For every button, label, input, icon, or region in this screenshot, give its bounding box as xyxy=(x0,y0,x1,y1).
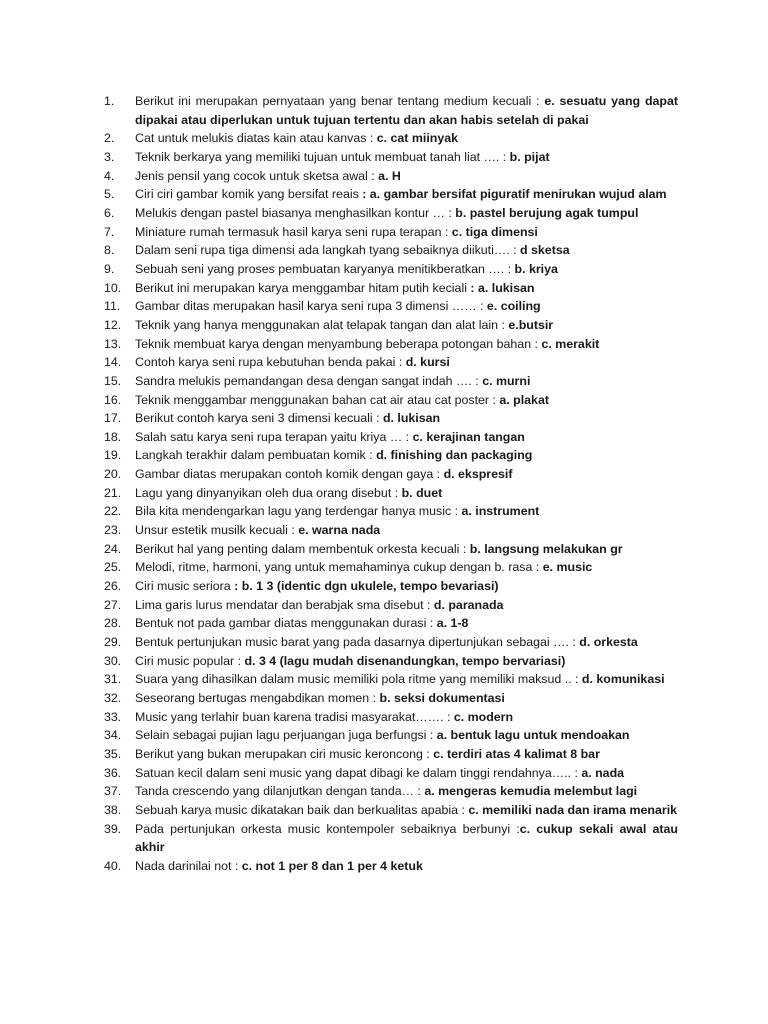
item-number: 15. xyxy=(104,373,122,388)
answer-text: e. music xyxy=(542,560,593,575)
question-text: Music yang terlahir buan karena tradisi masyarakat……. : xyxy=(135,709,454,724)
item-number: 21. xyxy=(104,485,122,500)
item-body xyxy=(135,129,678,148)
question-text: Suara yang dihasilkan dalam music memiliki pola ritme yang memiliki maksud .. : xyxy=(135,672,582,687)
item-number: 28. xyxy=(104,616,122,631)
item-body xyxy=(135,558,678,577)
item-body xyxy=(135,223,678,242)
question-text: Satuan kecil dalam seni music yang dapat dibagi ke dalam tinggi rendahnya….. : xyxy=(135,765,582,780)
question-text: Langkah terakhir dalam pembuatan komik : xyxy=(135,448,377,463)
item-number: 22. xyxy=(104,504,122,519)
item-body xyxy=(135,92,678,129)
question-text: Teknik berkarya yang memiliki tujuan untuk membuat tanah liat …. : xyxy=(135,149,510,164)
item-body xyxy=(135,521,678,540)
item-body xyxy=(135,391,678,410)
list-item xyxy=(104,652,678,671)
question-text: Berikut ini merupakan pernyataan yang benar tentang medium kecuali : xyxy=(135,94,545,108)
question-text: Bentuk not pada gambar diatas menggunakan durasi : xyxy=(135,616,437,631)
item-body xyxy=(135,241,678,260)
list-item xyxy=(104,241,678,260)
item-number: 35. xyxy=(104,746,122,761)
answer-text: e. warna nada xyxy=(298,523,381,538)
item-number: 16. xyxy=(104,392,122,407)
item-number: 24. xyxy=(104,541,122,556)
list-item xyxy=(104,428,678,447)
item-number: 26. xyxy=(104,579,122,594)
answer-text: a. H xyxy=(378,168,401,183)
answer-text: b. kriya xyxy=(514,261,558,276)
question-text: Salah satu karya seni rupa terapan yaitu kriya … : xyxy=(135,429,413,444)
question-text: Berikut contoh karya seni 3 dimensi kecuali : xyxy=(135,411,383,426)
question-text: Lima garis lurus mendatar dan berabjak sma disebut : xyxy=(135,597,434,612)
item-body xyxy=(135,782,678,801)
question-text: Melodi, ritme, harmoni, yang untuk memahaminya cukup dengan b. rasa : xyxy=(135,560,543,575)
answer-text: a. nada xyxy=(581,765,625,780)
item-number: 18. xyxy=(104,429,122,444)
answer-text: d. kursi xyxy=(405,355,450,370)
answer-text: c. not 1 per 8 dan 1 per 4 ketuk xyxy=(241,858,423,873)
item-number: 34. xyxy=(104,728,122,743)
question-text: Unsur estetik musilk kecuali : xyxy=(135,523,299,538)
list-item xyxy=(104,558,678,577)
item-body xyxy=(135,670,678,689)
list-item xyxy=(104,614,678,633)
item-body xyxy=(135,726,678,745)
list-item xyxy=(104,857,678,876)
question-text: Lagu yang dinyanyikan oleh dua orang disebut : xyxy=(135,485,402,500)
list-item xyxy=(104,260,678,279)
answer-text: c. terdiri atas 4 kalimat 8 bar xyxy=(433,746,600,761)
list-item xyxy=(104,297,678,316)
item-number: 37. xyxy=(104,784,122,799)
item-number: 40. xyxy=(104,858,122,873)
item-number: 20. xyxy=(104,467,122,482)
item-number: 5. xyxy=(104,187,115,202)
item-body xyxy=(135,857,678,876)
item-body xyxy=(135,577,678,596)
answer-text: c. memiliki nada dan irama menarik xyxy=(468,802,678,817)
answer-text: b. pijat xyxy=(509,149,550,164)
answer-text: e.butsir xyxy=(508,317,554,332)
item-number: 4. xyxy=(104,168,115,183)
item-number: 38. xyxy=(104,802,122,817)
answer-text: d. 3 4 (lagu mudah disenandungkan, tempo bervariasi) xyxy=(244,653,566,668)
question-text: Melukis dengan pastel biasanya menghasilkan kontur … : xyxy=(135,205,456,220)
list-item xyxy=(104,726,678,745)
item-number: 2. xyxy=(104,131,115,146)
item-body xyxy=(135,204,678,223)
answer-text: : a. lukisan xyxy=(470,280,535,295)
list-item xyxy=(104,540,678,559)
question-text: Bentuk pertunjukan music barat yang pada dasarnya dipertunjukan sebagai …. : xyxy=(135,635,580,650)
item-body xyxy=(135,372,678,391)
question-text: Teknik membuat karya dengan menyambung beberapa potongan bahan : xyxy=(135,336,542,351)
question-text: Jenis pensil yang cocok untuk sketsa awal : xyxy=(135,168,379,183)
list-item xyxy=(104,316,678,335)
item-body xyxy=(135,820,678,857)
item-number: 12. xyxy=(104,317,122,332)
item-body xyxy=(135,353,678,372)
question-text: Nada darinilai not : xyxy=(135,858,242,873)
answer-text: b. langsung melakukan gr xyxy=(469,541,623,556)
item-body xyxy=(135,148,678,167)
item-body xyxy=(135,652,678,671)
item-number: 19. xyxy=(104,448,122,463)
list-item xyxy=(104,185,678,204)
list-item xyxy=(104,745,678,764)
item-body xyxy=(135,185,678,204)
list-item xyxy=(104,279,678,298)
item-body xyxy=(135,279,678,298)
item-body xyxy=(135,633,678,652)
list-item xyxy=(104,764,678,783)
answer-text: a. mengeras kemudia melembut lagi xyxy=(424,784,638,799)
question-text: Dalam seni rupa tiga dimensi ada langkah tyang sebaiknya diikuti…. : xyxy=(135,243,521,258)
answer-text: d. orkesta xyxy=(579,635,638,650)
list-item xyxy=(104,820,678,857)
list-item xyxy=(104,446,678,465)
list-item xyxy=(104,577,678,596)
answer-text: a. bentuk lagu untuk mendoakan xyxy=(436,728,630,743)
answer-text: a. instrument xyxy=(461,504,540,519)
list-item xyxy=(104,335,678,354)
answer-text: d. komunikasi xyxy=(581,672,665,687)
question-text: Miniature rumah termasuk hasil karya seni rupa terapan : xyxy=(135,224,452,239)
question-text: Gambar ditas merupakan hasil karya seni rupa 3 dimensi …… : xyxy=(135,299,487,314)
item-body xyxy=(135,428,678,447)
item-number: 32. xyxy=(104,691,122,705)
item-number: 33. xyxy=(104,709,122,724)
item-body xyxy=(135,708,678,727)
question-text: Sandra melukis pemandangan desa dengan sangat indah …. : xyxy=(135,373,483,388)
answer-text: c. tiga dimensi xyxy=(451,224,538,239)
question-text: Contoh karya seni rupa kebutuhan benda pakai : xyxy=(135,355,406,370)
item-number: 8. xyxy=(104,243,115,258)
item-body xyxy=(135,316,678,335)
answer-text: : a. gambar bersifat piguratif menirukan wujud alam xyxy=(362,187,667,202)
answer-text: b. pastel berujung agak tumpul xyxy=(455,205,639,220)
item-number: 36. xyxy=(104,765,122,780)
item-number: 23. xyxy=(104,523,122,538)
list-item xyxy=(104,223,678,242)
answer-text: d. lukisan xyxy=(382,411,441,426)
question-text: Gambar diatas merupakan contoh komik dengan gaya : xyxy=(135,467,444,482)
list-item xyxy=(104,409,678,428)
list-item xyxy=(104,92,678,129)
question-text: Pada pertunjukan orkesta music kontempoler sebaiknya berbunyi : xyxy=(135,821,520,836)
item-body xyxy=(135,409,678,428)
answer-text: c. merakit xyxy=(541,336,600,351)
item-number: 3. xyxy=(104,149,115,164)
item-body xyxy=(135,484,678,503)
answer-text: : b. 1 3 (identic dgn ukulele, tempo bevariasi) xyxy=(234,579,499,594)
answer-text: c. cukup sekali awal atau akhir xyxy=(135,821,678,855)
list-item xyxy=(104,372,678,391)
item-body xyxy=(135,745,678,764)
item-body xyxy=(135,446,678,465)
list-item xyxy=(104,782,678,801)
question-answer-list xyxy=(104,92,678,876)
answer-text: d. paranada xyxy=(433,597,504,612)
item-body xyxy=(135,465,678,484)
item-number: 10. xyxy=(104,280,122,295)
item-body xyxy=(135,764,678,783)
question-text: Sebuah seni yang proses pembuatan karyanya menitikberatkan …. : xyxy=(135,261,515,276)
question-text: Berikut hal yang penting dalam membentuk orkesta kecuali : xyxy=(135,541,470,556)
item-number: 1. xyxy=(104,94,115,108)
list-item xyxy=(104,502,678,521)
item-number: 13. xyxy=(104,336,122,351)
item-number: 7. xyxy=(104,224,115,239)
item-body xyxy=(135,167,678,186)
question-text: Sebuah karya music dikatakan baik dan berkualitas apabia : xyxy=(135,802,469,817)
item-number: 25. xyxy=(104,560,122,575)
item-number: 30. xyxy=(104,653,122,668)
question-text: Tanda crescendo yang dilanjutkan dengan tanda… : xyxy=(135,784,425,799)
question-text: Cat untuk melukis diatas kain atau kanvas : xyxy=(135,131,377,146)
item-body xyxy=(135,540,678,559)
answer-text: c. modern xyxy=(453,709,514,724)
question-text: Berikut ini merupakan karya menggambar hitam putih keciali xyxy=(135,280,471,295)
item-number: 14. xyxy=(104,355,122,370)
item-number: 6. xyxy=(104,205,115,220)
answer-text: b. duet xyxy=(401,485,443,500)
list-item xyxy=(104,670,678,689)
question-text: Seseorang bertugas mengabdikan momen : xyxy=(135,691,380,705)
answer-text: b. seksi dokumentasi xyxy=(379,691,505,705)
list-item xyxy=(104,521,678,540)
question-text: Teknik yang hanya menggunakan alat telapak tangan dan alat lain : xyxy=(135,317,509,332)
item-number: 31. xyxy=(104,672,122,687)
item-body xyxy=(135,614,678,633)
answer-text: e. coiling xyxy=(486,299,541,314)
answer-text: c. kerajinan tangan xyxy=(412,429,525,444)
answer-text: c. cat miinyak xyxy=(376,131,459,146)
item-number: 17. xyxy=(104,411,122,426)
question-text: Ciri music seriora xyxy=(135,579,235,594)
answer-text: d. ekspresif xyxy=(443,467,513,482)
item-body xyxy=(135,297,678,316)
answer-text: c. murni xyxy=(482,373,531,388)
item-number: 29. xyxy=(104,635,122,650)
answer-text: d sketsa xyxy=(520,243,570,258)
question-text: Teknik menggambar menggunakan bahan cat air atau cat poster : xyxy=(135,392,500,407)
question-text: Bila kita mendengarkan lagu yang terdengar hanya music : xyxy=(135,504,462,519)
list-item xyxy=(104,391,678,410)
list-item xyxy=(104,148,678,167)
list-item xyxy=(104,129,678,148)
item-number: 9. xyxy=(104,261,115,276)
question-text: Berikut yang bukan merupakan ciri music keroncong : xyxy=(135,746,434,761)
answer-text: a. plakat xyxy=(499,392,549,407)
answer-text: d. finishing dan packaging xyxy=(376,448,533,463)
item-body xyxy=(135,260,678,279)
question-text: Selain sebagai pujian lagu perjuangan juga berfungsi : xyxy=(135,728,437,743)
item-number: 39. xyxy=(104,821,122,836)
question-text: Ciri ciri gambar komik yang bersifat reais xyxy=(135,187,363,202)
answer-text: e. sesuatu yang dapat dipakai atau diperlukan untuk tujuan tertentu dan akan habis setelah di pakai xyxy=(135,94,678,127)
item-number: 11. xyxy=(104,299,121,314)
question-text: Ciri music popular : xyxy=(135,653,245,668)
list-item xyxy=(104,167,678,186)
item-number: 27. xyxy=(104,597,122,612)
list-item xyxy=(104,596,678,615)
item-body xyxy=(135,801,678,820)
item-body xyxy=(135,502,678,521)
list-item xyxy=(104,465,678,484)
list-item xyxy=(104,801,678,820)
item-body xyxy=(135,335,678,354)
answer-text: a. 1-8 xyxy=(436,616,469,631)
list-item xyxy=(104,353,678,372)
list-item xyxy=(104,204,678,223)
list-item xyxy=(104,633,678,652)
item-body xyxy=(135,689,678,708)
list-item xyxy=(104,484,678,503)
item-body xyxy=(135,596,678,615)
list-item xyxy=(104,708,678,727)
list-item xyxy=(104,689,678,708)
